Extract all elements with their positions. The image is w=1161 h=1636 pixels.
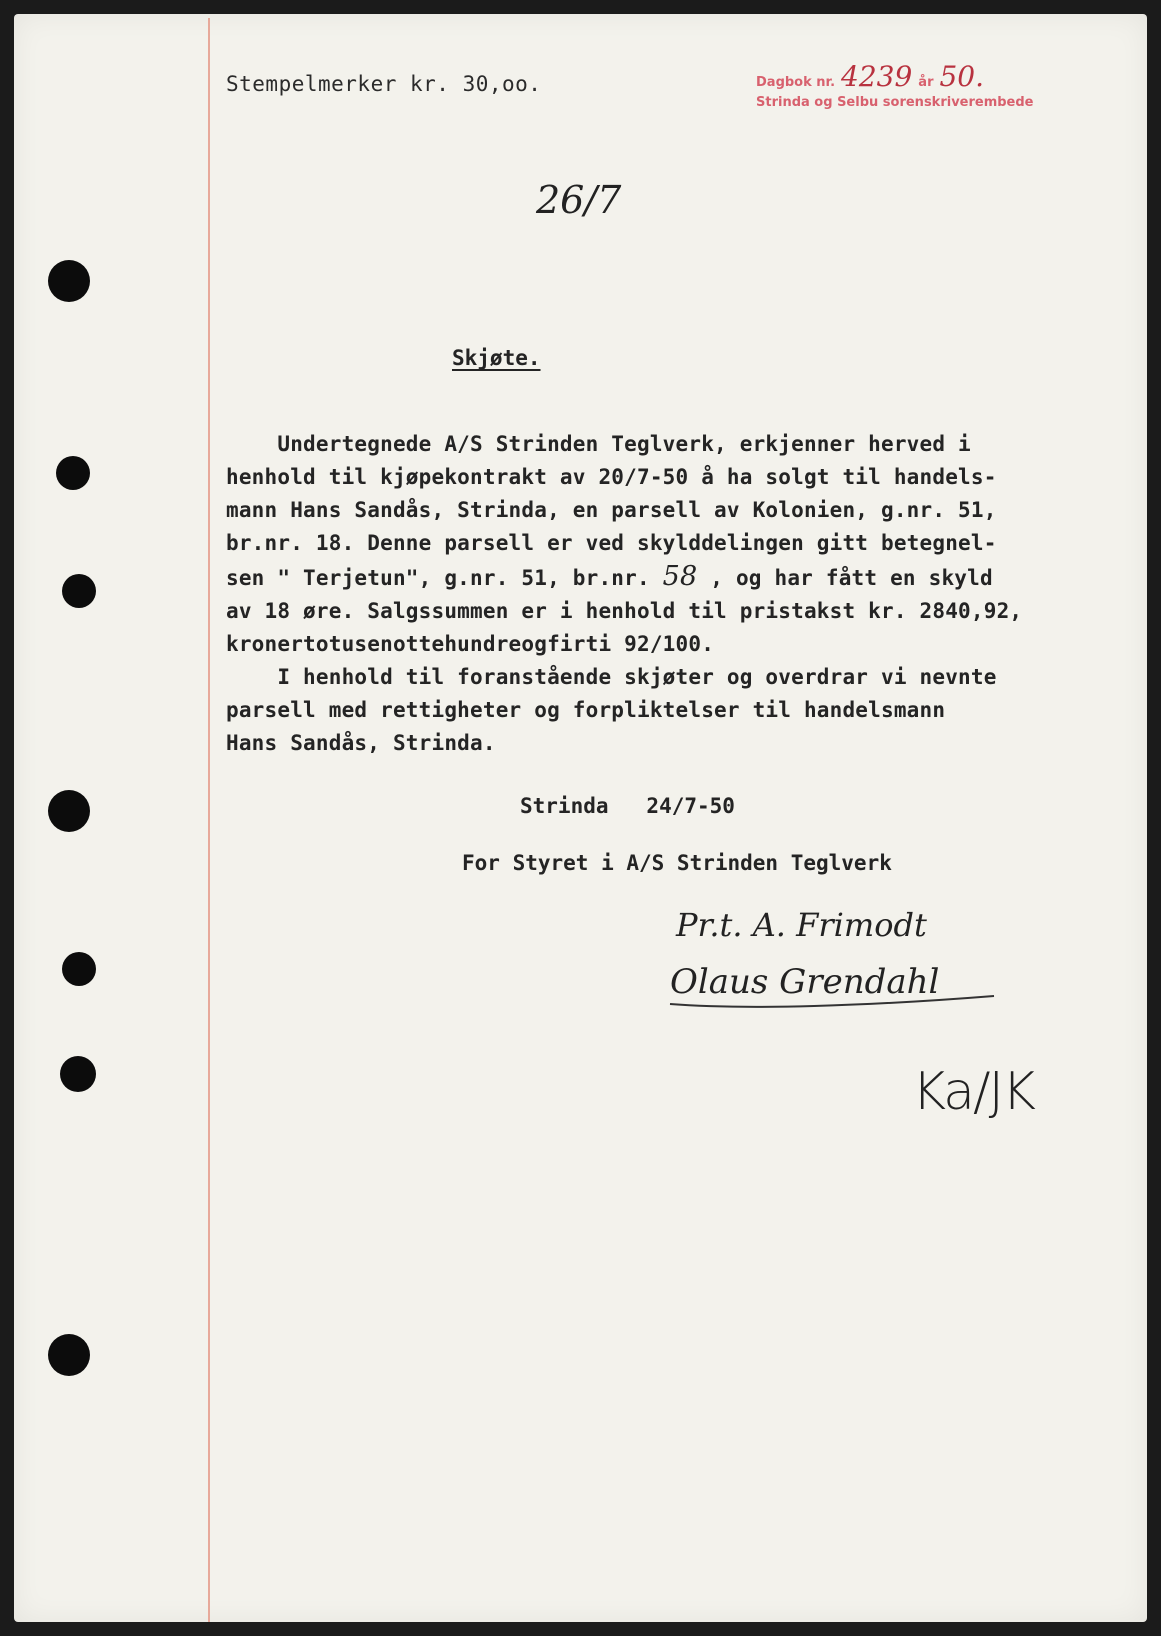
body-line-with-number [226, 560, 1022, 595]
punch-hole [48, 260, 90, 302]
initials: Ka/JK [912, 1062, 1035, 1122]
stamp-year: 50. [939, 60, 985, 93]
body-line-tail: , og har fått en skyld [697, 566, 993, 590]
stamp-number: 4239 [841, 60, 913, 93]
punch-hole [48, 1334, 90, 1376]
board-line: For Styret i A/S Strinden Teglverk [462, 851, 892, 875]
body-line: av 18 øre. Salgssummen er i henhold til pristakst kr. 2840,92, [226, 599, 1023, 623]
document-body [226, 428, 1022, 760]
body-line: kronertotusenottehundreogfirti 92/100. [226, 632, 715, 656]
margin-line [208, 18, 210, 1622]
body-line: Undertegnede A/S Strinden Teglverk, erkjenner herved i [226, 432, 971, 456]
signature-underline [668, 990, 998, 1014]
punch-hole [62, 574, 96, 608]
inserted-number: 58 [662, 561, 698, 592]
body-line: I henhold til foranstående skjøter og overdrar vi nevnte [226, 665, 997, 689]
body-line: Hans Sandås, Strinda. [226, 731, 496, 755]
body-line: parsell med rettigheter og forpliktelser til handelsmann [226, 698, 946, 722]
signature-1: Pr.t. A. Frimodt [676, 906, 927, 944]
handwritten-date: 26/7 [536, 178, 622, 222]
document-page [14, 14, 1147, 1622]
register-stamp [756, 60, 1034, 110]
body-line: henhold til kjøpekontrakt av 20/7-50 å ha solgt til handels- [226, 465, 997, 489]
punch-hole [48, 790, 90, 832]
body-line: mann Hans Sandås, Strinda, en parsell av Kolonien, g.nr. 51, [226, 498, 997, 522]
punch-hole [62, 952, 96, 986]
punch-hole [56, 456, 90, 490]
body-line: sen " Terjetun", g.nr. 51, br.nr. [226, 566, 663, 590]
punch-hole [60, 1056, 96, 1092]
place-date: Strinda 24/7-50 [520, 794, 735, 818]
signature-2: Olaus Grendahl [670, 962, 940, 1002]
document-title: Skjøte. [452, 346, 541, 370]
stamp-duty-line: Stempelmerker kr. 30,oo. [226, 72, 542, 96]
stamp-office: Strinda og Selbu sorenskriverembede [756, 95, 1034, 110]
body-line: br.nr. 18. Denne parsell er ved skylddelingen gitt betegnel- [226, 531, 997, 555]
stamp-label: Dagbok nr. [756, 75, 836, 90]
stamp-year-label: år [918, 75, 934, 90]
